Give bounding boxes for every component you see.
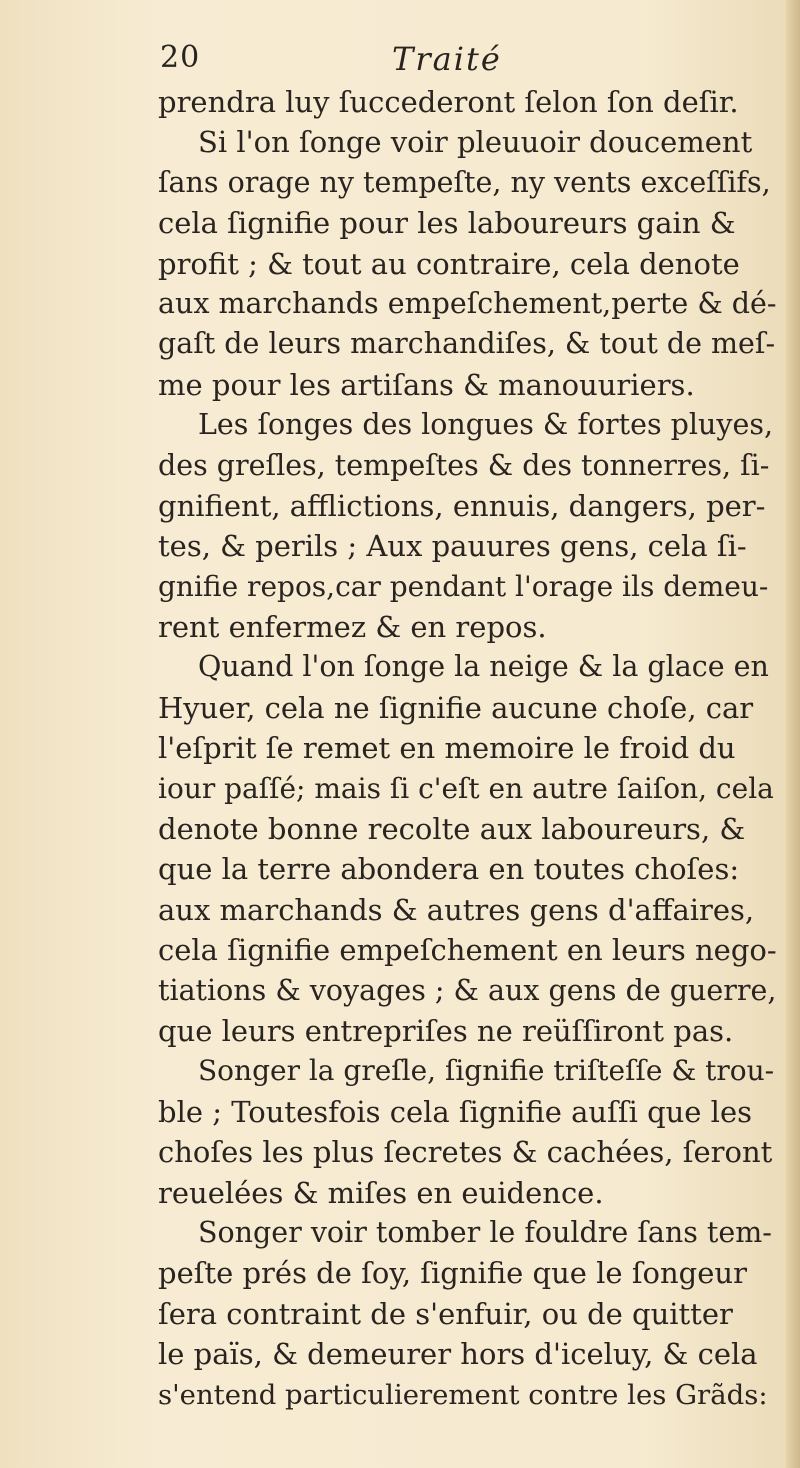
text-line: tiations & voyages ; & aux gens de guerre, [158, 973, 777, 1007]
text-line: ble ; Toutesfois cela ſignifie auſſi que les [158, 1094, 753, 1129]
text-line: Songer la greſle, ſignifie triſteſſe & trou- [198, 1054, 775, 1088]
text-line: le païs, & demeurer hors d'iceluy, & cela [158, 1337, 758, 1372]
text-line: me pour les artiſans & manouuriers. [158, 367, 695, 402]
text-line: aux marchands & autres gens d'affaires, [158, 892, 755, 927]
text-line: gnifient, afflictions, ennuis, dangers, per- [158, 488, 766, 523]
text-line: cela ſignifie empeſchement en leurs nego- [158, 933, 777, 968]
text-line: que leurs entrepriſes ne reüſſiront pas. [158, 1013, 734, 1048]
text-line: des greſles, tempeſtes & des tonnerres, ſi- [158, 448, 770, 482]
running-title: Traité [392, 40, 502, 78]
text-line: Quand l'on ſonge la neige & la glace en [198, 650, 769, 684]
text-line: profit ; & tout au contraire, cela denote [158, 246, 740, 281]
text-line: l'eſprit ſe remet en memoire le froid du [158, 731, 736, 766]
text-line: que la terre abondera en toutes choſes: [158, 852, 740, 887]
text-line: ſans orage ny tempeſte, ny vents exceſſifs, [158, 165, 771, 199]
page-edge [786, 0, 800, 1468]
text-line: peſte prés de ſoy, ſignifie que le ſongeur [158, 1256, 747, 1291]
text-line: gaſt de leurs marchandiſes, & tout de meſ- [158, 327, 776, 361]
text-line: iour paſſé; mais ſi c'eſt en autre ſaiſon, cela [158, 771, 774, 805]
text-line: Songer voir tomber le fouldre ſans tem- [198, 1215, 772, 1249]
text-line: Si l'on ſonge voir pleuuoir doucement [198, 125, 753, 160]
text-line: choſes les plus ſecretes & cachées, ſeront [158, 1135, 773, 1170]
text-line: denote bonne recolte aux laboureurs, & [158, 812, 746, 847]
text-line: aux marchands empeſchement,perte & dé- [158, 286, 777, 320]
text-line: rent enfermez & en repos. [158, 610, 547, 645]
text-line: s'entend particulierement contre les Grãds: [158, 1378, 768, 1411]
text-line: ſera contraint de s'enfuir, ou de quitter [158, 1296, 733, 1331]
body-text [158, 82, 778, 1415]
text-line: Les ſonges des longues & fortes pluyes, [198, 408, 774, 442]
text-line: prendra luy ſuccederont ſelon ſon deſir. [158, 85, 739, 119]
text-line: Hyuer, cela ne ſignifie aucune choſe, car [158, 690, 754, 725]
page-number: 20 [160, 40, 201, 75]
text-line: tes, & perils ; Aux pauures gens, cela ſi- [158, 529, 747, 564]
text-line: cela ſignifie pour les laboureurs gain & [158, 206, 736, 241]
text-line: gnifie repos,car pendant l'orage ils demeu- [158, 569, 769, 603]
text-line: reuelées & miſes en euidence. [158, 1175, 604, 1210]
